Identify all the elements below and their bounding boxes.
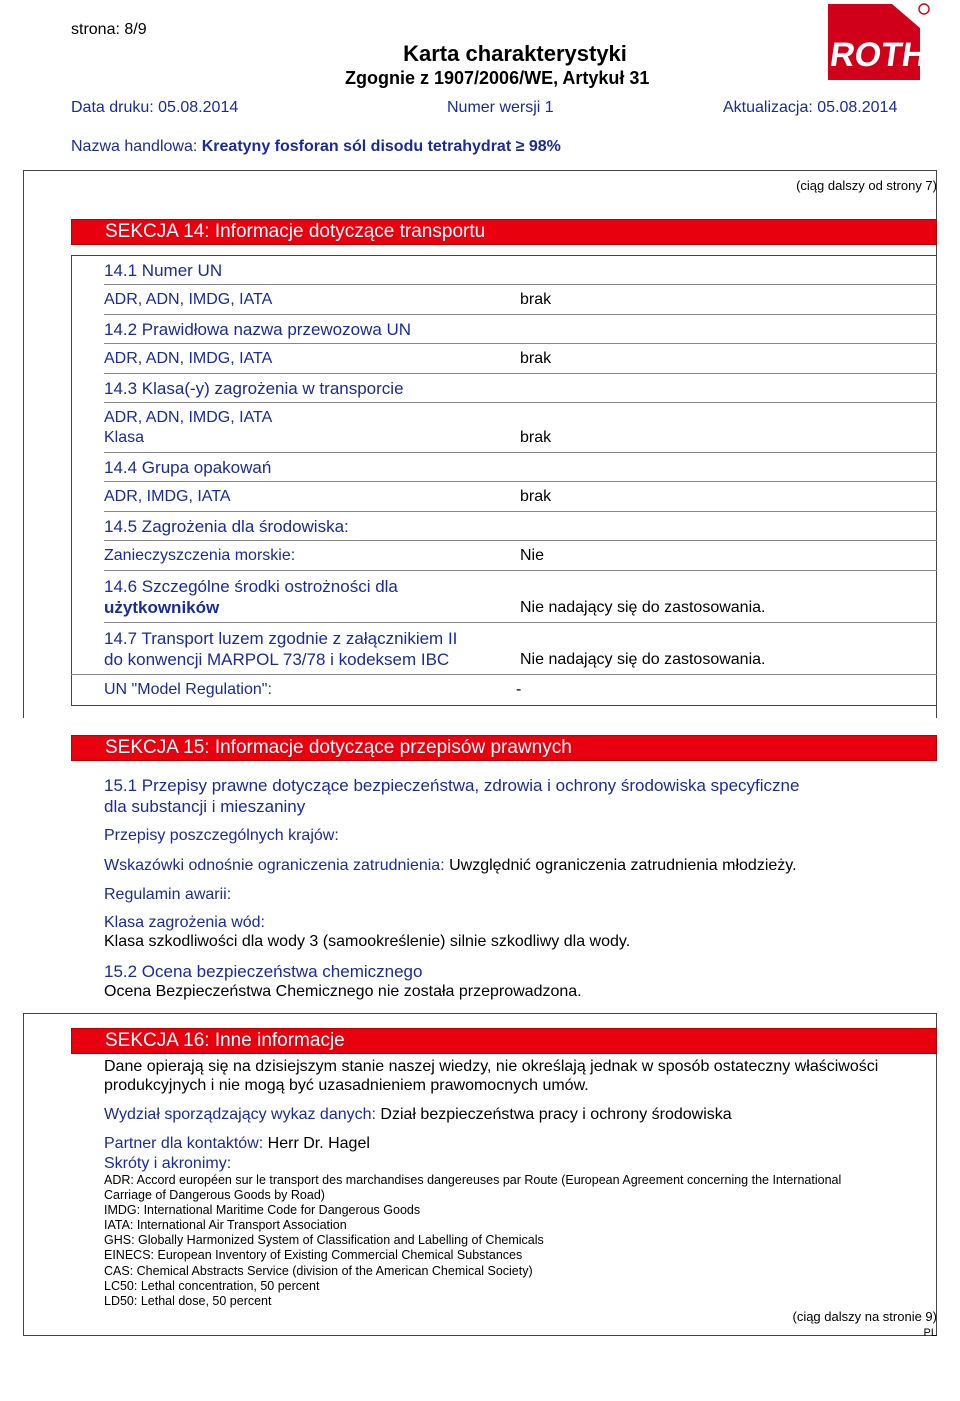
- s14-7-heading: 14.7 Transport luzem zgodnie z załącznikiem II: [104, 629, 458, 648]
- s14-5-heading: 14.5 Zagrożenia dla środowiska:: [104, 517, 349, 536]
- section16-title: SEKCJA 16: Inne informacje: [105, 1030, 345, 1051]
- section14-title: SEKCJA 14: Informacje dotyczące transportu: [105, 221, 486, 242]
- s16-para2: produkcyjnych i nie mogą być uzasadnieniem prawomocnych umów.: [104, 1077, 589, 1094]
- s15-national: Przepisy poszczególnych krajów:: [104, 827, 339, 844]
- s14-4-value: brak: [520, 488, 552, 505]
- s14-1-label: ADR, ADN, IMDG, IATA: [104, 291, 273, 308]
- continued-to: (ciąg dalszy na stronie 9): [792, 1309, 937, 1324]
- s16-abbr-label: Skróty i akronimy:: [104, 1155, 232, 1172]
- logo-text: ROTH: [827, 36, 930, 74]
- s15-employment: [104, 857, 797, 875]
- abbr-line: IATA: International Air Transport Association: [104, 1218, 347, 1232]
- s16-contact: [104, 1135, 370, 1153]
- abbr-line: EINECS: European Inventory of Existing Commercial Chemical Substances: [104, 1248, 523, 1262]
- s15-water-label: Klasa zagrożenia wód:: [104, 914, 265, 931]
- abbr-line: ADR: Accord européen sur le transport des marchandises dangereuses par Route (European Agreement concerning the International: [104, 1173, 842, 1187]
- abbr-line: GHS: Globally Harmonized System of Classification and Labelling of Chemicals: [104, 1233, 544, 1247]
- s14-3-label2: Klasa: [104, 429, 145, 446]
- abbr-line: Carriage of Dangerous Goods by Road): [104, 1188, 325, 1202]
- trade-name-row: [71, 138, 561, 156]
- s14-1-heading: 14.1 Numer UN: [104, 261, 223, 280]
- abbr-line: LD50: Lethal dose, 50 percent: [104, 1294, 272, 1308]
- s14-6-heading: 14.6 Szczególne środki ostrożności dla: [104, 577, 398, 596]
- s14-2-value: brak: [520, 350, 552, 367]
- trade-name-value: Kreatyny fosforan sól disodu tetrahydrat ≥ 98%: [201, 138, 561, 155]
- s16-contact-value: Herr Dr. Hagel: [267, 1135, 370, 1152]
- s14-2-heading: 14.2 Prawidłowa nazwa przewozowa UN: [104, 320, 412, 339]
- s16-para1: Dane opierają się na dzisiejszym stanie naszej wiedzy, nie określają jednak w sposób ostateczny właściwości: [104, 1058, 879, 1075]
- s14-3-heading: 14.3 Klasa(-y) zagrożenia w transporcie: [104, 379, 404, 398]
- document-title: Karta charakterystyki: [403, 41, 627, 66]
- s16-dept: [104, 1106, 732, 1124]
- s14-7-heading2: do konwencji MARPOL 73/78 i kodeksem IBC: [104, 650, 450, 669]
- s14-1-value: brak: [520, 291, 552, 308]
- section15-bar: [71, 735, 937, 761]
- s15-employment-label: Wskazówki odnośnie ograniczenia zatrudnienia:: [104, 857, 445, 874]
- continued-from: (ciąg dalszy od strony 7): [796, 178, 937, 193]
- update-date: Aktualizacja: 05.08.2014: [723, 99, 898, 116]
- language-code: PL: [923, 1327, 937, 1339]
- s15-2-value: Ocena Bezpieczeństwa Chemicznego nie została przeprowadzona.: [104, 983, 582, 1000]
- s14-2-label: ADR, ADN, IMDG, IATA: [104, 350, 273, 367]
- abbr-line: CAS: Chemical Abstracts Service (division of the American Chemical Society): [104, 1264, 533, 1278]
- s15-2-heading: 15.2 Ocena bezpieczeństwa chemicznego: [104, 962, 423, 981]
- s14-5-label: Zanieczyszczenia morskie:: [104, 547, 296, 564]
- version-number: Numer wersji 1: [447, 99, 554, 116]
- section14-bar: [71, 219, 937, 245]
- s14-5-value: Nie: [520, 547, 545, 564]
- s16-dept-value: Dział bezpieczeństwa pracy i ochrony środowiska: [380, 1106, 732, 1123]
- s15-1-heading: 15.1 Przepisy prawne dotyczące bezpieczeństwa, zdrowia i ochrony środowiska specyficzne: [104, 776, 800, 795]
- s14-6-heading2: użytkowników: [104, 598, 220, 617]
- s14-7-value: Nie nadający się do zastosowania.: [520, 651, 766, 668]
- page-number: strona: 8/9: [71, 21, 147, 38]
- abbr-line: LC50: Lethal concentration, 50 percent: [104, 1279, 320, 1293]
- s15-water-value: Klasa szkodliwości dla wody 3 (samookreślenie) silnie szkodliwy dla wody.: [104, 933, 631, 950]
- s14-6-value: Nie nadający się do zastosowania.: [520, 599, 766, 616]
- s14-4-heading: 14.4 Grupa opakowań: [104, 458, 272, 477]
- s15-1-heading2: dla substancji i mieszaniny: [104, 797, 306, 816]
- s15-employment-value: Uwzględnić ograniczenia zatrudnienia młodzieży.: [449, 857, 797, 874]
- s16-contact-label: Partner dla kontaktów:: [104, 1135, 264, 1152]
- print-date: Data druku: 05.08.2014: [71, 99, 239, 116]
- s15-accident: Regulamin awarii:: [104, 886, 232, 903]
- trade-name-label: Nazwa handlowa:: [71, 138, 198, 155]
- s14-model-label: UN "Model Regulation":: [104, 681, 272, 698]
- section16-bar: [71, 1028, 937, 1054]
- s14-4-label: ADR, IMDG, IATA: [104, 488, 231, 505]
- s16-dept-label: Wydział sporządzający wykaz danych:: [104, 1106, 376, 1123]
- s14-3-value: brak: [520, 429, 552, 446]
- roth-logo: [808, 0, 932, 82]
- s14-model-value: -: [516, 681, 522, 698]
- s14-3-label: ADR, ADN, IMDG, IATA: [104, 409, 273, 426]
- abbr-line: IMDG: International Maritime Code for Dangerous Goods: [104, 1203, 421, 1217]
- document-subtitle: Zgognie z 1907/2006/WE, Artykuł 31: [345, 68, 650, 88]
- section15-title: SEKCJA 15: Informacje dotyczące przepisów prawnych: [105, 737, 572, 758]
